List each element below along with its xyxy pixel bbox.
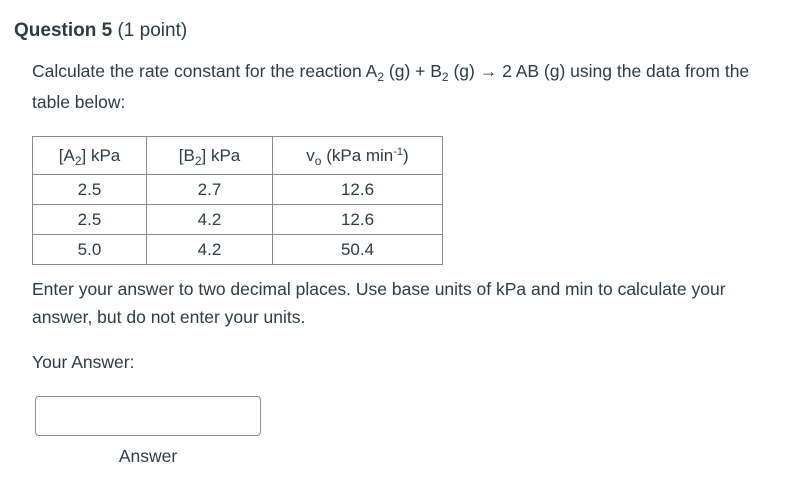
cell-b2: 4.2: [147, 235, 273, 265]
question-points: (1 point): [117, 20, 188, 41]
prompt-text-start: Calculate the rate constant for the reaction A: [32, 61, 378, 81]
cell-b2: 2.7: [147, 175, 273, 205]
table-row: [33, 205, 443, 235]
answer-input[interactable]: [35, 396, 261, 436]
answer-input-caption: Answer: [118, 446, 178, 466]
question-prompt: [32, 56, 762, 118]
cell-b2: 4.2: [147, 205, 273, 235]
cell-a2: 5.0: [33, 235, 147, 265]
table-row: [33, 235, 443, 265]
question-title: Question 5: [14, 20, 113, 41]
data-table: [32, 136, 443, 265]
cell-a2: 2.5: [33, 175, 147, 205]
prompt-text-middle: (g) + B: [384, 61, 442, 81]
prompt-b-subscript: 2: [441, 70, 449, 84]
table-row: [33, 175, 443, 205]
table-header-row: [33, 137, 443, 175]
prompt-text-end: (g) → 2 AB (g) using the data from the table below:: [32, 61, 750, 112]
cell-a2: 2.5: [33, 205, 147, 235]
cell-rate: 12.6: [273, 175, 443, 205]
prompt-a-subscript: 2: [377, 70, 385, 84]
question-header: [14, 19, 187, 43]
header-a2-concentration: $[A_2]$ kPa: [33, 137, 147, 175]
cell-rate: 12.6: [273, 205, 443, 235]
cell-rate: 50.4: [273, 235, 443, 265]
your-answer-label: Your Answer:: [32, 352, 135, 372]
header-b2-concentration: $[B_2]$ kPa: [147, 137, 273, 175]
answer-instructions: Enter your answer to two decimal places. Use base units of kPa and min to calculate your answer, but do not enter your units.: [32, 279, 726, 327]
header-initial-rate: $v_o$ (kPa $\min^{-1}$): [273, 137, 443, 175]
